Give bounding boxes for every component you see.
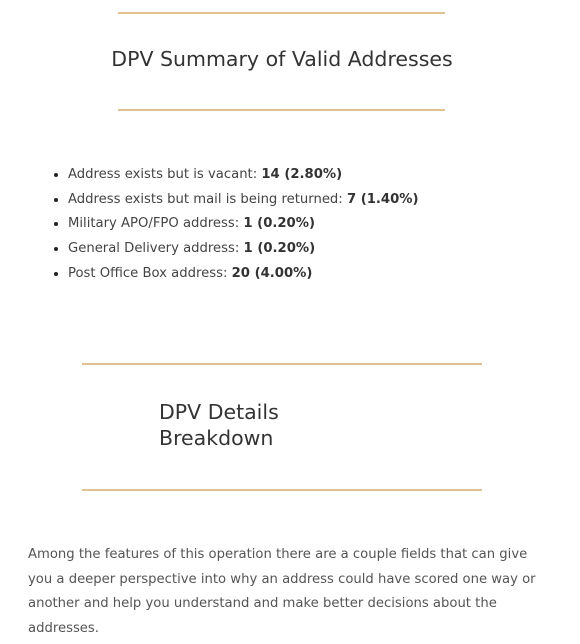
details-heading-line2: Breakdown [159,426,274,450]
details-paragraph: Among the features of this operation there are a couple fields that can give you a deeper perspective into why an address could have scored one way or another and help you understand and make better decisions about the addresses. [28,547,536,636]
item-value: 20 (4.00%) [231,265,313,281]
top-divider [118,12,445,14]
list-item-general-delivery [68,237,419,262]
list-item-vacant [68,163,419,188]
item-value: 14 (2.80%) [261,167,343,182]
item-label: Post Office Box address: [68,265,232,281]
summary-heading-divider [118,109,445,111]
list-item-mail-returned [68,188,419,213]
details-heading [159,399,359,451]
list-item-po-box [68,262,419,287]
item-label: Address exists but mail is being returned: [68,191,347,207]
item-value: 1 (0.20%) [243,241,316,257]
item-label: Address exists but is vacant: [68,167,262,182]
summary-heading: DPV Summary of Valid Addresses [111,47,453,71]
item-value: 7 (1.40%) [346,191,419,207]
details-top-divider [82,363,482,365]
details-heading-line1: DPV Details [159,400,279,424]
item-label: Military APO/FPO address: [68,216,244,232]
item-value: 1 (0.20%) [243,216,315,232]
list-item-military [68,212,419,237]
details-bottom-divider [82,489,482,491]
item-label: General Delivery address: [68,241,244,257]
summary-list [40,163,419,287]
